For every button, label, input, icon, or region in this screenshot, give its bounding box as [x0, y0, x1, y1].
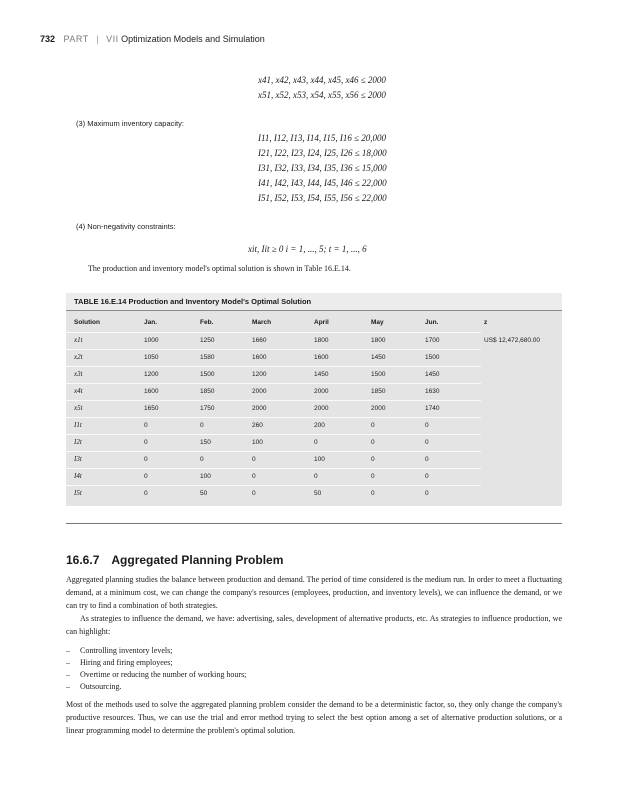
table-cell: 0 [252, 456, 256, 463]
row-label: I5t [74, 489, 82, 497]
table-cell: 1200 [144, 371, 159, 378]
row-divider [66, 485, 481, 486]
col-header: May [371, 319, 384, 326]
paragraph: As strategies to influence the demand, we have: advertising, sales, development of alternative products, etc. As strategies to influence production, we can highlight: [66, 614, 562, 636]
table-cell: 1500 [371, 371, 386, 378]
list-item: – Outsourcing. [66, 682, 122, 691]
table-cell: 150 [200, 439, 211, 446]
row-label: I2t [74, 438, 82, 446]
row-label: x4t [74, 387, 83, 395]
table-cell: 0 [200, 422, 204, 429]
row-label: x5t [74, 404, 83, 412]
table-cell: 0 [425, 456, 429, 463]
table-cell: 2000 [252, 405, 267, 412]
table-cell: 1000 [144, 337, 159, 344]
table-cell: 1500 [200, 371, 215, 378]
col-header: April [314, 319, 329, 326]
col-header: March [252, 319, 272, 326]
table-cell: 1740 [425, 405, 440, 412]
table-id: TABLE 16.E.14 [74, 297, 127, 306]
header-separator: | [96, 34, 99, 44]
row-label: x1t [74, 336, 83, 344]
row-label: x3t [74, 370, 83, 378]
page-number: 732 [40, 34, 56, 44]
constraint-line: x51, x52, x53, x54, x55, x56 ≤ 2000 [258, 90, 386, 100]
table-cell: 100 [252, 439, 263, 446]
row-divider [66, 366, 481, 367]
table-cell: 2000 [252, 388, 267, 395]
table-cell: 1800 [314, 337, 329, 344]
table-cell: 0 [371, 439, 375, 446]
table-cell: 0 [144, 422, 148, 429]
table-cell: 2000 [314, 388, 329, 395]
strategy-list [66, 645, 246, 693]
table-intro-sentence: The production and inventory model's optimal solution is shown in Table 16.E.14. [88, 264, 351, 273]
table-cell: 0 [252, 490, 256, 497]
table-cell: 1800 [371, 337, 386, 344]
inventory-constraint: I41, I42, I43, I44, I45, I46 ≤ 22,000 [258, 178, 387, 188]
table-cell: 1600 [144, 388, 159, 395]
table-cell: 1050 [144, 354, 159, 361]
table-caption [74, 297, 311, 306]
table-cell: 260 [252, 422, 263, 429]
col-header: Feb. [200, 319, 214, 326]
row-divider [66, 417, 481, 418]
paragraph: Aggregated planning studies the balance between production and demand. The period of time considered is the medium run. In order to meet a fluctuating demand, at a minimum cost, we can change the company's resources (employees, production, and inventory levels), we can influence the demand, or we can try to find a combination of both strategies. [66, 575, 562, 610]
table-cell: 0 [371, 473, 375, 480]
table-cell: 0 [314, 439, 318, 446]
table-cell: 1700 [425, 337, 440, 344]
table-cell: 100 [200, 473, 211, 480]
col-header: Solution [74, 319, 100, 326]
table-cell: 50 [314, 490, 322, 497]
row-divider [66, 349, 481, 350]
table-cell: 0 [144, 456, 148, 463]
table-cell: 1450 [314, 371, 329, 378]
list-item: – Overtime or reducing the number of working hours; [66, 670, 247, 679]
table-cell: 1650 [144, 405, 159, 412]
nonneg-label: (4) Non-negativity constraints: [76, 222, 176, 231]
table-cell: 0 [425, 439, 429, 446]
section-number: 16.6.7 [66, 553, 100, 567]
list-item: – Hiring and firing employees; [66, 658, 173, 667]
inventory-constraint: I21, I22, I23, I24, I25, I26 ≤ 18,000 [258, 148, 387, 158]
part-title: Optimization Models and Simulation [121, 34, 265, 44]
table-cell: 1660 [252, 337, 267, 344]
col-header: Jun. [425, 319, 439, 326]
row-label: x2t [74, 353, 83, 361]
table-cell: 0 [144, 439, 148, 446]
table-cell: 0 [144, 473, 148, 480]
table-cell: 1500 [425, 354, 440, 361]
section-title: Aggregated Planning Problem [111, 553, 284, 567]
table-cell: 0 [371, 456, 375, 463]
table-cell: 1850 [200, 388, 215, 395]
table-cell: 1850 [371, 388, 386, 395]
table-cell: 2000 [314, 405, 329, 412]
part-numeral: VII [106, 34, 119, 44]
table-title: Production and Inventory Model's Optimal Solution [128, 297, 312, 306]
table-cell: 0 [425, 490, 429, 497]
row-label: I1t [74, 421, 82, 429]
row-label: I4t [74, 472, 82, 480]
col-header: Jan. [144, 319, 158, 326]
paragraph: Most of the methods used to solve the aggregated planning problem consider the demand to be a deterministic factor, so, they only change the company's productive resources. Thus, we can use the trial and error method trying to select the best option among a set of alternative production solutions, or a linear programming model to determine the problem's optimal solution. [66, 700, 562, 735]
table-cell: 1600 [314, 354, 329, 361]
row-label: I3t [74, 455, 82, 463]
table-cell: 1630 [425, 388, 440, 395]
table-cell: 1600 [252, 354, 267, 361]
section-heading [66, 553, 295, 567]
table-cell: 0 [144, 490, 148, 497]
col-header: z [484, 319, 488, 326]
row-divider [66, 332, 481, 333]
results-table [66, 293, 562, 506]
table-cell: 0 [252, 473, 256, 480]
table-cell: 200 [314, 422, 325, 429]
table-cell: 50 [200, 490, 208, 497]
table-cell: 100 [314, 456, 325, 463]
table-cell: 1580 [200, 354, 215, 361]
section-divider [66, 523, 562, 524]
table-cell: 1750 [200, 405, 215, 412]
inventory-constraint: I11, I12, I13, I14, I15, I16 ≤ 20,000 [258, 133, 387, 143]
table-cell: 0 [425, 473, 429, 480]
list-item: – Controlling inventory levels; [66, 646, 173, 655]
constraint-line: x41, x42, x43, x44, x45, x46 ≤ 2000 [258, 75, 386, 85]
row-divider [66, 451, 481, 452]
table-cell: 0 [425, 422, 429, 429]
table-cell: 0 [314, 473, 318, 480]
objective-value: US$ 12,472,680.00 [484, 337, 541, 344]
nonneg-constraint: xit, Iit ≥ 0 i = 1, ..., 5; t = 1, ..., 6 [248, 244, 367, 254]
inventory-constraint: I51, I52, I53, I54, I55, I56 ≤ 22,000 [258, 193, 387, 203]
part-label: PART [63, 34, 89, 44]
running-header [40, 34, 265, 44]
inventory-constraint: I31, I32, I33, I34, I35, I36 ≤ 15,000 [258, 163, 387, 173]
table-cell: 0 [371, 422, 375, 429]
table-cell: 0 [200, 456, 204, 463]
row-divider [66, 468, 481, 469]
row-divider [66, 383, 481, 384]
table-cell: 1200 [252, 371, 267, 378]
row-divider [66, 434, 481, 435]
table-cell: 0 [371, 490, 375, 497]
table-cell: 1450 [425, 371, 440, 378]
row-divider [66, 400, 481, 401]
inventory-capacity-label: (3) Maximum inventory capacity: [76, 119, 184, 128]
table-cell: 1250 [200, 337, 215, 344]
table-cell: 2000 [371, 405, 386, 412]
table-cell: 1450 [371, 354, 386, 361]
